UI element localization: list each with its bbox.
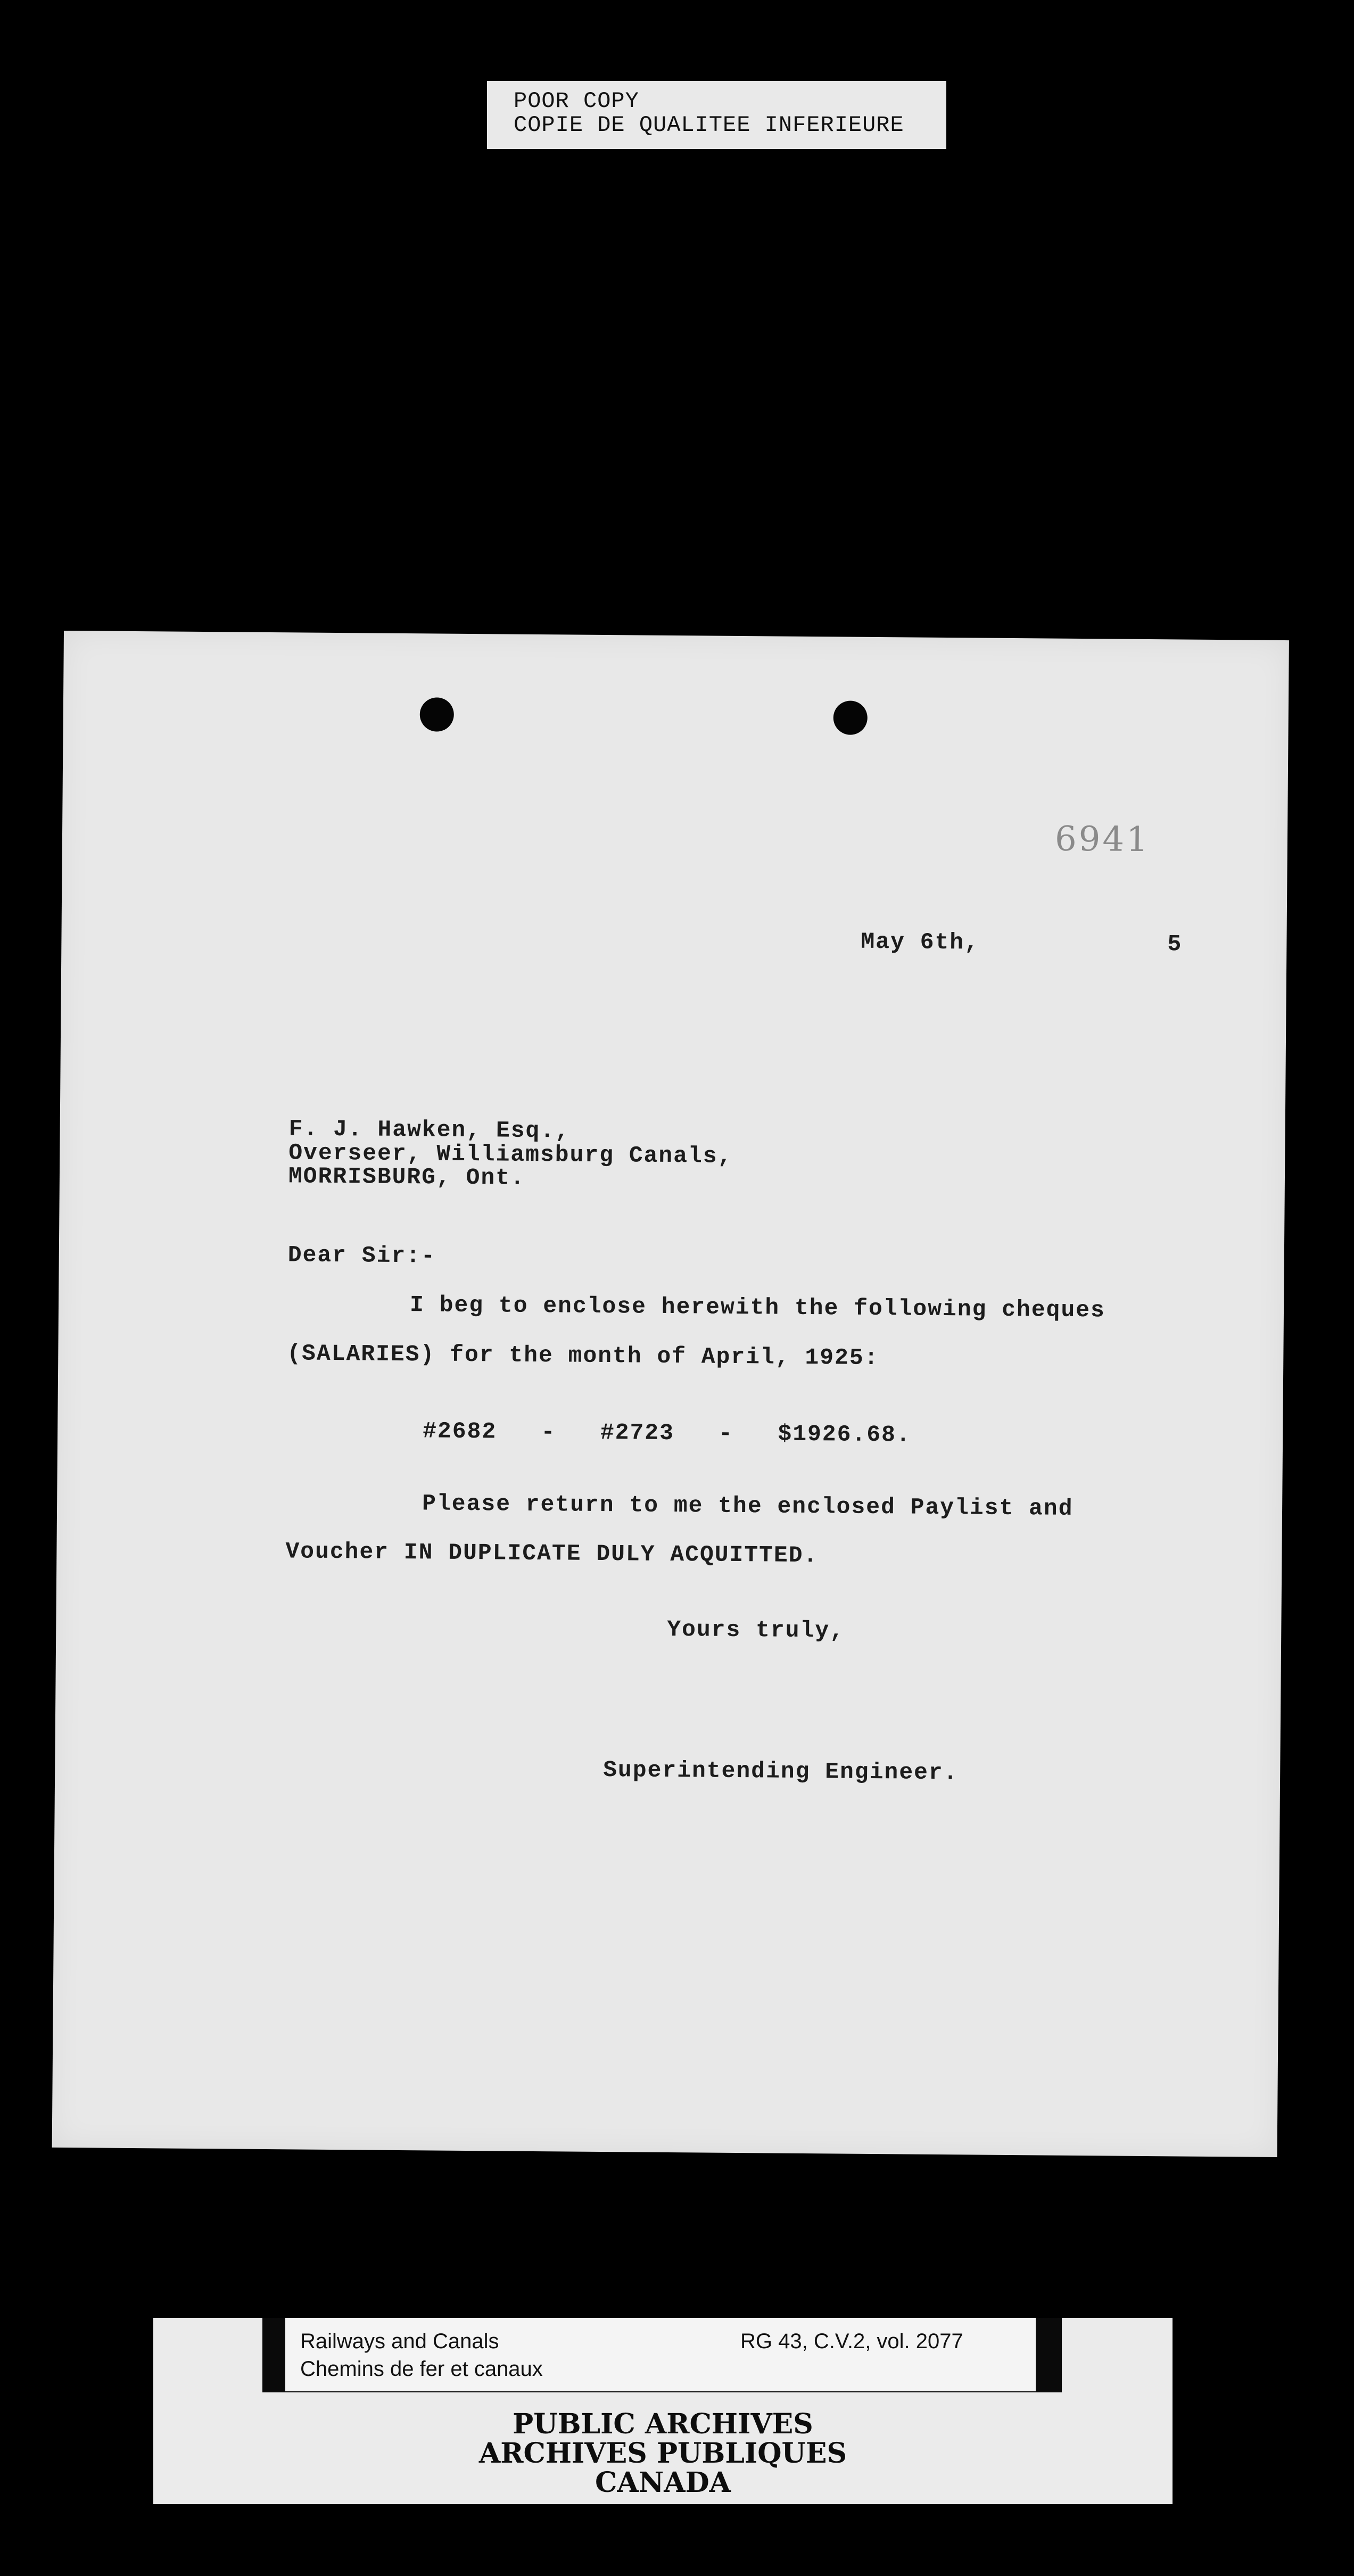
- cheques-line: #2682 - #2723 - $1926.68.: [423, 1418, 911, 1448]
- letter-date: May 6th,: [861, 928, 980, 956]
- body-line-3: Please return to me the enclosed Paylist and: [422, 1490, 1074, 1522]
- department-fr: Chemins de fer et canaux: [300, 2357, 543, 2381]
- department-names: [300, 2327, 543, 2383]
- recipient-name: F. J. Hawken, Esq.,: [288, 1116, 571, 1144]
- record-group-reference: RG 43, C.V.2, vol. 2077: [740, 2330, 963, 2353]
- archive-reference-card: [153, 2318, 1173, 2504]
- punch-hole-right: [833, 700, 868, 735]
- archives-title-en: PUBLIC ARCHIVES: [513, 2408, 813, 2440]
- reference-label: [285, 2318, 1036, 2391]
- letter-page: [52, 631, 1289, 2157]
- body-line-4: Voucher IN DUPLICATE DULY ACQUITTED.: [285, 1538, 819, 1569]
- salutation: Dear Sir:-: [287, 1242, 436, 1269]
- body-line-2: (SALARIES) for the month of April, 1925:: [287, 1340, 879, 1372]
- archives-title: [153, 2409, 1173, 2497]
- punch-hole-left: [420, 697, 455, 732]
- recipient-location: MORRISBURG, Ont.: [288, 1163, 526, 1191]
- poor-copy-line-fr: COPIE DE QUALITEE INFERIEURE: [514, 112, 904, 138]
- signature-title: Superintending Engineer.: [603, 1757, 959, 1786]
- closing: Yours truly,: [667, 1616, 845, 1644]
- archives-title-country: CANADA: [595, 2466, 731, 2499]
- file-number-stamp: 6941: [1054, 819, 1151, 860]
- department-en: Railways and Canals: [300, 2330, 499, 2353]
- poor-copy-label: [487, 81, 946, 149]
- poor-copy-line-en: POOR COPY: [514, 88, 639, 114]
- archives-title-fr: ARCHIVES PUBLIQUES: [478, 2437, 847, 2470]
- body-line-1: I beg to enclose herewith the following cheques: [409, 1292, 1106, 1324]
- page-mark: 5: [1167, 931, 1183, 957]
- recipient-title: Overseer, Williamsburg Canals,: [288, 1140, 733, 1169]
